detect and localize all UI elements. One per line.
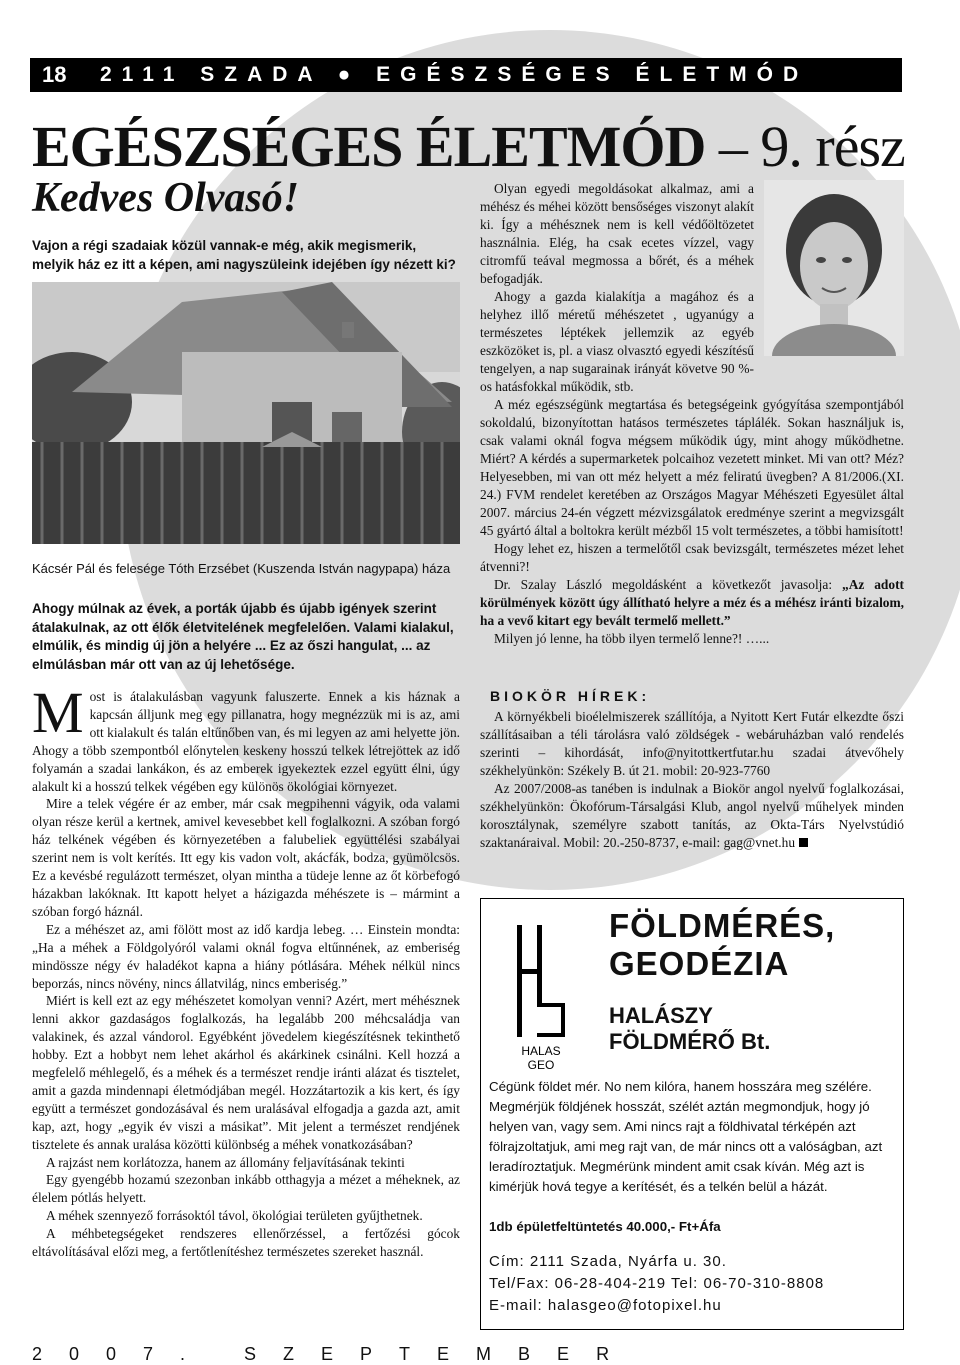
szalay-intro: Dr. Szalay László megoldásként a következőt javasolja: xyxy=(494,577,833,592)
ad-address: Cím: 2111 Szada, Nyárfa u. 30. xyxy=(489,1253,727,1270)
article-title xyxy=(32,116,910,178)
paragraph: Mire a telek végére ér az ember, már csak megpihenni vágyik, oda valami olyan része kerül a kertnek, amivel kevesebbet kell foglalkozni. A szóban forgó ház telkének végében és környezetében a falubeliek együttélési szabályai szerint nem is volt kerítés. Itt egy kis vadon volt, akácfák, bodza, gyümölcsös. Ez a kevésbé regulázott természet, olyan mintha a tüdeje lenne az őt körbefogó házakban lakóknak. Itt kapott helyet a házigazda méhészete is – mármint a szóban forgó háznál. xyxy=(32,796,460,919)
logo-text-halas: HALAS xyxy=(521,1044,561,1058)
dropcap: M xyxy=(32,680,84,745)
halasgeo-logo-mark xyxy=(509,923,573,1073)
footer-date: 2007. SZEPTEMBER xyxy=(32,1344,637,1364)
ad-title-line: GEODÉZIA xyxy=(609,945,790,982)
ad-email: E-mail: halasgeo@fotopixel.hu xyxy=(489,1297,722,1314)
ad-title xyxy=(609,907,835,983)
paragraph: Miért is kell ezt az egy méhészetet komolyan venni? Azért, mert méhésznek lenni akkor gazdaságos foglalkozás, ha legalább 200 méhcsaládja van valakinek, és azzal vándorol. Egyébként jövedelem kiegészítésnek tekinthető hobby. Ezt a hobbyt nem lehet akárhol és akárkinek csinálni. Kell hozzá a megfelelő méhlegelő, és a méhek és a természet rendje iránti alázat és tisztelet, amit a gazda mindennapi életmódjában megél. Hozzátartozik a kis kert, és így együtt a természet gondozásával és nem uralásával elfogadja a gazda azt, amit kap, azt, hogy „egyik év viszi a másikat”. Mit jelent a természet rendjének tisztelete és annak uralása közötti különbség a méhek vonatkozásában? xyxy=(32,993,460,1152)
paragraph: A környékbeli bioélelmiszerek szállítója, a Nyitott Kert Futár elkezdte őszi szállításaiban a téli tárolásra való zöldségek - webáruházban való rendelés szerinti – kihordását, info@nyitottkertfutar.hu szadai átvevőhely székhelyünkön: Székely B. út 21. mobil: 20-923-7760 xyxy=(480,709,904,778)
paragraph: A méhbetegségeket rendszeres ellenőrzéssel, a fertőzési gócok eltávolításával előzi meg, a fertőtlenítéshez természetes szereket használ. xyxy=(32,1226,460,1260)
house-photo xyxy=(32,282,460,544)
intro-question: Vajon a régi szadaiak közül vannak-e még, akik megismerik, melyik ház ez itt a képen, ami nagyszüleink idejében így nézett ki? xyxy=(32,238,456,272)
paragraph: Milyen jó lenne, ha több ilyen termelő lenne?! …... xyxy=(494,631,770,646)
szalay-quote: „Az adott körülmények között úgy állítható helyre a méz és a méhész iránti bizalom, ha a vevő kitart egy bevált termelő mellett.” xyxy=(480,577,904,628)
photo-caption: Kácsér Pál és felesége Tóth Erzsébet (Kuszenda István nagypapa) háza xyxy=(32,561,451,576)
paragraph: Olyan egyedi megoldásokat alkalmaz, ami a méhész és méhei között bensőséges viszonyt alakít ki. Így a méhésznek nem is kell védőöltözetet használnia. Elég, ha csak ecetes vízzel, vagy citromfű teával megmossa a bőrét, és a méhek befogadják. xyxy=(480,181,754,286)
page-number: 18 xyxy=(42,62,67,87)
ad-title-line: FÖLDMÉRÉS, xyxy=(609,907,836,944)
news-body xyxy=(480,708,904,852)
paragraph: A méhek szennyező forrásoktól távol, ökológiai területen gyűjthetnek. xyxy=(46,1208,423,1224)
greeting: Kedves Olvasó! xyxy=(32,175,300,221)
ad-contact xyxy=(489,1251,824,1317)
article-lead: Ahogy múlnak az évek, a porták újabb és újabb igények szerint átalakulnak, az ott élők életvitelének megfelelően. Valami kialakul, elmúlik, és mindig új jön a helyére ... Ez az őszi hangulat, ... az elmúlásban már ott van az új lehetősége. xyxy=(32,601,454,672)
article-body-left xyxy=(32,680,460,1261)
paragraph: A rajzást nem korlátozza, hanem az állomány feljavításának tekinti xyxy=(46,1154,405,1170)
paragraph: Most is átalakulásban vagyunk faluszerte. Ennek a kis háznak a kapcsán álljunk meg egy pillanatra, hogy megnézzük mi is az, ami ott kialakult és talán eltűnőben van, és mi legyen az ami helyette jön. Ahogy a több szempontból előnytelen keskeny hosszú telkek létrejöttek az idő folyamán a szadai lankákon, és az emberek igyekeztek ezzel együtt élni, úgy alakult ki a hosszú telkek végében egy különös ökológiai környezet. xyxy=(32,680,460,794)
logo-text-geo: GEO xyxy=(527,1058,555,1072)
portrait-drawing xyxy=(764,180,904,356)
paragraph: Ez a méhészet az, ami fölött most az idő kardja lebeg. … Einstein mondta: „Ha a méhek a Földgolyóról valami oknál fogva eltűnnének, az emberiség mindössze négy év haladékot kapna a hiány pótlására. Méhek nélkül nincs beporzás, nincs növény, nincs állatvilág, nincs emberiség.” xyxy=(32,921,460,991)
house-photo-drawing xyxy=(32,282,460,544)
author-portrait xyxy=(764,180,904,356)
paragraph: Ahogy a gazda kialakítja a magához és a helyhez illő méretű méhészetet , ugyanúgy a természetes léptékek jellemzik az egyéb eszközöket is, pl. a viasz olvasztó egyedi készítésű tengelyen, a nap sugarainak irányát követve 90 %-os hatásfokkal működik, stb. xyxy=(480,289,754,394)
ad-price: 1db épületfeltüntetés 40.000,- Ft+Áfa xyxy=(489,1219,721,1234)
end-mark-icon xyxy=(799,838,808,847)
article-title-part: – 9. rész xyxy=(718,114,905,179)
paragraph xyxy=(480,576,904,630)
advertisement-box xyxy=(480,898,904,1330)
running-header xyxy=(30,58,902,92)
paragraph: Egy gyengébb hozamú szezonban inkább otthagyja a mézet a méheknek, az élelem pótlás helyett. xyxy=(32,1172,460,1206)
article-title-main: EGÉSZSÉGES ÉLETMÓD xyxy=(32,114,706,179)
ad-body: Cégünk földet mér. No nem kilóra, hanem hosszára meg szélére. Megmérjük földjének hosszát, szélét aztán megmondjuk, hogy jó helyen van, vagy sem. Ami nincs rajt a földhivatal térképén azt fölrajzoltatjuk, ami meg rajt van, de már nincs ott a valóságban, azt leradíroztatjuk. Megmérünk mindent amit csak kíván. Még azt is kimérjük hová tegye a kerítését, és a telkén belül a házát. xyxy=(489,1079,883,1194)
ad-phone: Tel/Fax: 06-28-404-219 Tel: 06-70-310-8808 xyxy=(489,1275,825,1292)
ad-company-line: HALÁSZY xyxy=(609,1003,713,1028)
ad-company-name xyxy=(609,1003,770,1055)
news-heading: BIOKÖR HÍREK: xyxy=(490,688,651,704)
running-title: 2111 SZADA ● EGÉSZSÉGES ÉLETMÓD xyxy=(100,63,809,86)
halasgeo-logo xyxy=(509,923,573,1073)
paragraph: A méz egészségünk megtartása és betegségeink gyógyítása szempontjából sokoldalú, bizonyítottan hatásos természetes táplálék. Sokan használjuk is, csak valami oknál fogva mégsem működik úgy, mint ahogy működhetne. Miért? A kérdés a supermarketek polcaihoz vezetett minket. Mi van ott? Méz? Helyesebben, mi van ott méz helyett a méz feliratú üvegben? A 81/2006.(XI. 24.) FVM rendelet keretében az Országos Magyar Méhészeti Egyesület által 2007. március 24-én végzett mézvizsgálatok eredménye szerint a megvizsgált 45 gyártó által a boltokra került mézből 15 volt természetes, a többi hamisított! xyxy=(480,397,904,538)
paragraph: Hogy lehet ez, hiszen a termelőtől csak bevizsgált, természetes mézet lehet átvenni?! xyxy=(480,541,904,574)
article-body-right xyxy=(480,180,904,648)
paragraph: Az 2007/2008-as tanében is indulnak a Biokör angol nyelvű foglalkozásai, székhelyünkön: Ökofórum-Társalgási Klub, angol nyelvű műhelyek minden korosztálynak, személyre szabott tanítás, az Okta-Társ Nyelvstúdió szaktanáraival. Mobil: 20.-250-8737, e-mail: gag@vnet.hu xyxy=(480,781,904,850)
ad-company-line: FÖLDMÉRŐ Bt. xyxy=(609,1029,771,1054)
